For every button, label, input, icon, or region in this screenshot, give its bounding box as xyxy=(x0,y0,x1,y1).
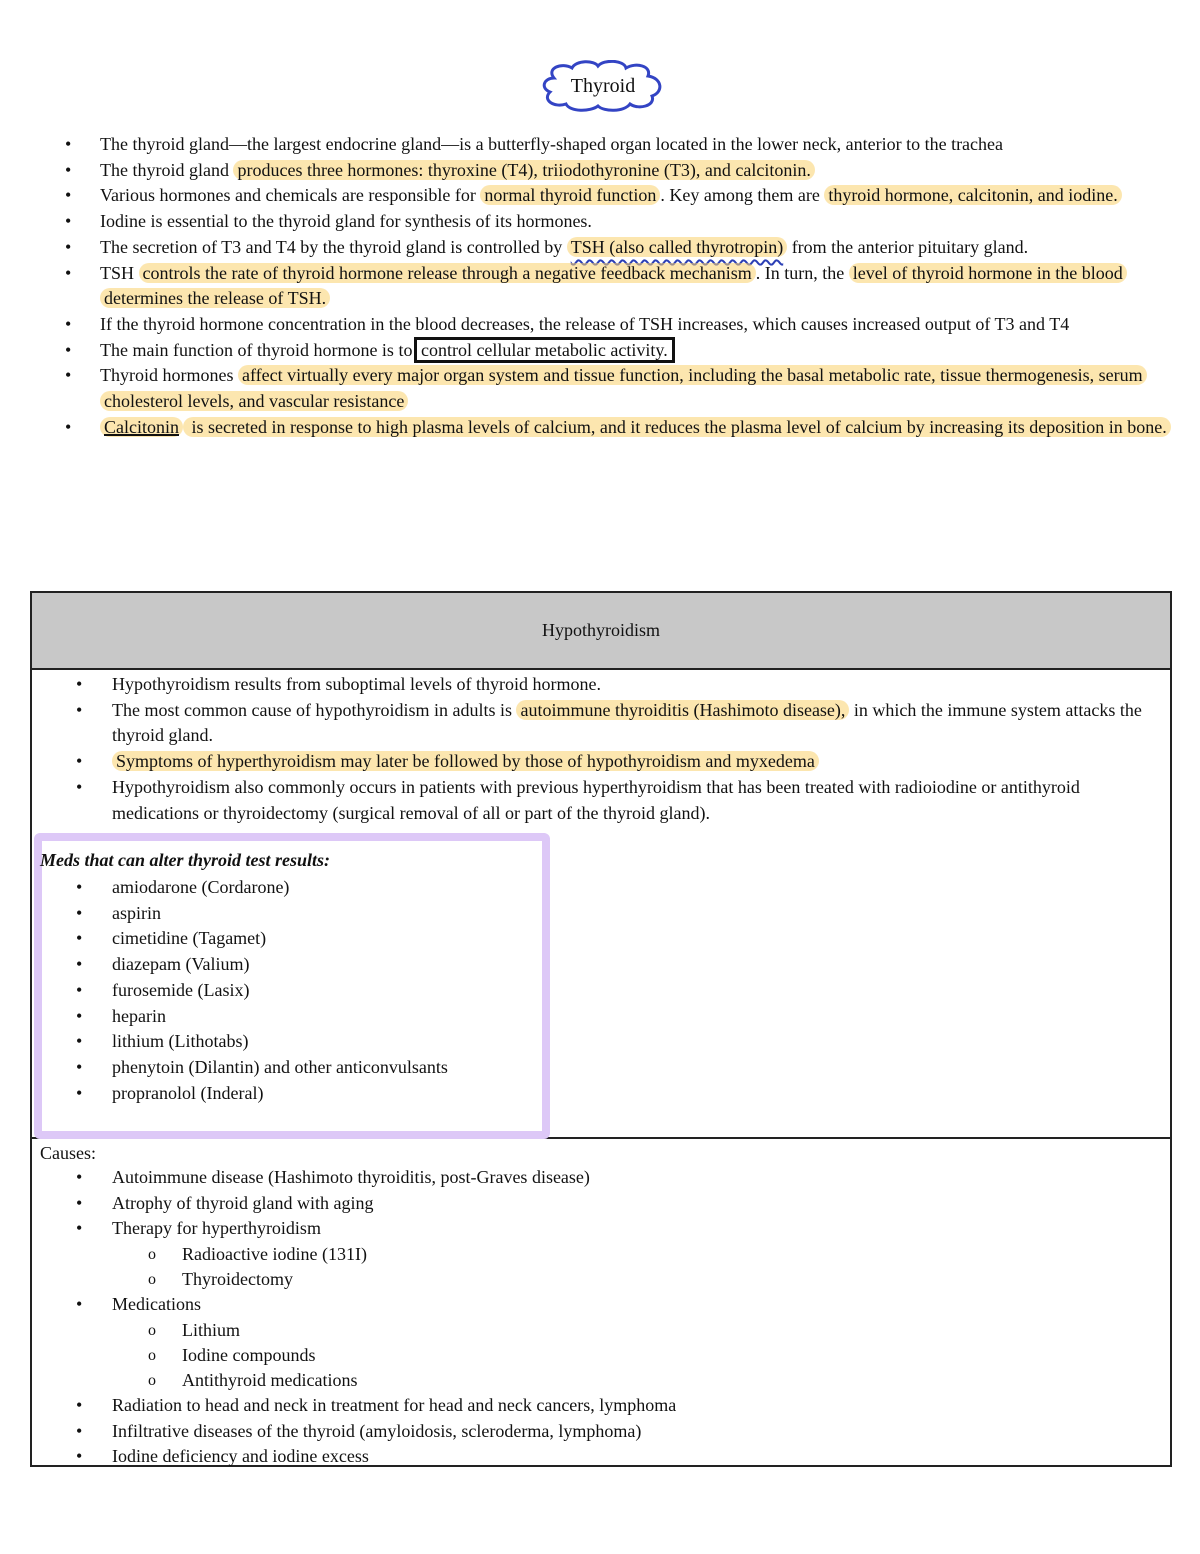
causes-label: Causes: xyxy=(40,1143,96,1163)
list-item xyxy=(100,363,1180,414)
highlighted-text: normal thyroid function xyxy=(480,185,660,205)
cause-subitem: o Iodine compounds xyxy=(112,1343,1162,1368)
highlighted-text: Calcitonin xyxy=(100,417,183,437)
med-item: • amiodarone (Cordarone) xyxy=(112,875,592,901)
med-item: • cimetidine (Tagamet) xyxy=(112,926,592,952)
page-title: Thyroid xyxy=(570,75,636,97)
highlighted-text: level of thyroid hormone in the blood determines the release of TSH. xyxy=(100,263,1127,309)
list-item xyxy=(100,132,1180,158)
list-item xyxy=(112,672,1162,698)
highlighted-text: TSH (also called thyrotropin) xyxy=(567,237,787,257)
text-run: Thyroid hormones xyxy=(100,365,238,386)
list-item xyxy=(100,158,1180,184)
text-run: from the anterior pituitary gland. xyxy=(787,236,1029,257)
causes-cell xyxy=(32,1139,1170,1469)
text-run: in which the immune system attacks the thyroid gland. xyxy=(112,699,1142,746)
text-run: The secretion of T3 and T4 by the thyroid gland is controlled by xyxy=(100,236,567,257)
text-run: . Key among them are xyxy=(660,185,825,206)
cause-subitem: o Thyroidectomy xyxy=(112,1267,1162,1292)
list-item xyxy=(100,235,1180,261)
med-item: • aspirin xyxy=(112,901,592,927)
cause-text: Atrophy of thyroid gland with aging xyxy=(112,1192,374,1213)
text-run: . In turn, the xyxy=(755,262,849,283)
text-run: The thyroid gland xyxy=(100,159,234,180)
text-run: Iodine is essential to the thyroid gland for synthesis of its hormones. xyxy=(100,211,592,232)
med-item: • propranolol (Inderal) xyxy=(112,1081,592,1107)
text-run: If the thyroid hormone concentration in the blood decreases, the release of TSH increases, which causes increased output of T3 and T4 xyxy=(100,313,1070,334)
list-item xyxy=(112,775,1162,826)
med-item: • phenytoin (Dilantin) and other anticonvulsants xyxy=(112,1055,592,1081)
highlighted-text: produces three hormones: thyroxine (T4), triiodothyronine (T3), and calcitonin. xyxy=(233,160,814,180)
list-item xyxy=(100,261,1180,312)
intro-list xyxy=(100,132,1180,440)
causes-list xyxy=(112,1165,1162,1470)
cause-item xyxy=(112,1444,1162,1470)
cause-item xyxy=(112,1419,1162,1445)
list-item xyxy=(100,415,1180,441)
table-header xyxy=(32,593,1170,670)
list-item xyxy=(100,312,1180,338)
highlighted-text: control cellular metabolic activity. xyxy=(417,340,672,360)
hypothyroidism-table xyxy=(30,591,1172,1467)
cause-item xyxy=(112,1191,1162,1217)
text-run: The most common cause of hypothyroidism in adults is xyxy=(112,699,517,720)
highlighted-text: autoimmune thyroiditis (Hashimoto disease), xyxy=(516,700,849,720)
text-run: The thyroid gland—the largest endocrine gland—is a butterfly-shaped organ located in the lower neck, anterior to the trachea xyxy=(100,134,1004,154)
text-run: TSH xyxy=(100,262,139,283)
cause-subitem: o Antithyroid medications xyxy=(112,1368,1162,1393)
table-header-label: Hypothyroidism xyxy=(541,620,660,640)
cause-text: Iodine deficiency and iodine excess xyxy=(112,1446,369,1467)
cause-item xyxy=(112,1393,1162,1419)
text-run: Various hormones and chemicals are responsible for xyxy=(100,185,481,206)
title-cloud xyxy=(540,60,666,112)
med-item: • diazepam (Valium) xyxy=(112,952,592,978)
highlighted-text: thyroid hormone, calcitonin, and iodine. xyxy=(824,185,1121,205)
cause-text: Radiation to head and neck in treatment for head and neck cancers, lymphoma xyxy=(112,1394,677,1415)
cause-sublist xyxy=(112,1318,1162,1393)
cause-item xyxy=(112,1165,1162,1191)
highlighted-text: controls the rate of thyroid hormone release through a negative feedback mechanism xyxy=(139,263,756,283)
hypothyroidism-list xyxy=(112,672,1162,826)
highlighted-text: affect virtually every major organ system and tissue function, including the basal metabolic rate, tissue thermogenesis, serum cholesterol levels, and vascular resistance xyxy=(100,365,1147,411)
cause-sublist xyxy=(112,1242,1162,1292)
highlighted-text: Symptoms of hyperthyroidism may later be followed by those of hypothyroidism and myxedema xyxy=(112,751,819,771)
list-item xyxy=(112,698,1162,749)
text-run: Hypothyroidism results from suboptimal levels of thyroid hormone. xyxy=(112,674,601,694)
meds-heading: Meds that can alter thyroid test results: xyxy=(40,850,331,870)
cause-item xyxy=(112,1292,1162,1393)
text-run: Hypothyroidism also commonly occurs in patients with previous hyperthyroidism that has been treated with radioiodine or antithyroid medications or thyroidectomy (surgical removal of all or part of the thyroid gland). xyxy=(112,776,1080,823)
text-run: The main function of thyroid hormone is to xyxy=(100,339,417,360)
list-item xyxy=(100,209,1180,235)
cause-text: Therapy for hyperthyroidism xyxy=(112,1218,321,1239)
highlighted-text: is secreted in response to high plasma levels of calcium, and it reduces the plasma level of calcium by increasing its deposition in bone. xyxy=(183,417,1171,437)
cause-subitem: o Lithium xyxy=(112,1318,1162,1343)
meds-list xyxy=(112,875,592,1106)
overview-cell xyxy=(32,670,1170,1139)
cause-text: Autoimmune disease (Hashimoto thyroiditis, post-Graves disease) xyxy=(112,1167,590,1187)
med-item: • heparin xyxy=(112,1004,592,1030)
cause-subitem: o Radioactive iodine (131I) xyxy=(112,1242,1162,1267)
cause-text: Medications xyxy=(112,1294,201,1315)
list-item xyxy=(112,749,1162,775)
list-item xyxy=(100,338,1180,364)
med-item: • lithium (Lithotabs) xyxy=(112,1029,592,1055)
list-item xyxy=(100,183,1180,209)
cause-item xyxy=(112,1216,1162,1292)
med-item: • furosemide (Lasix) xyxy=(112,978,592,1004)
cause-text: Infiltrative diseases of the thyroid (amyloidosis, scleroderma, lymphoma) xyxy=(112,1420,642,1441)
